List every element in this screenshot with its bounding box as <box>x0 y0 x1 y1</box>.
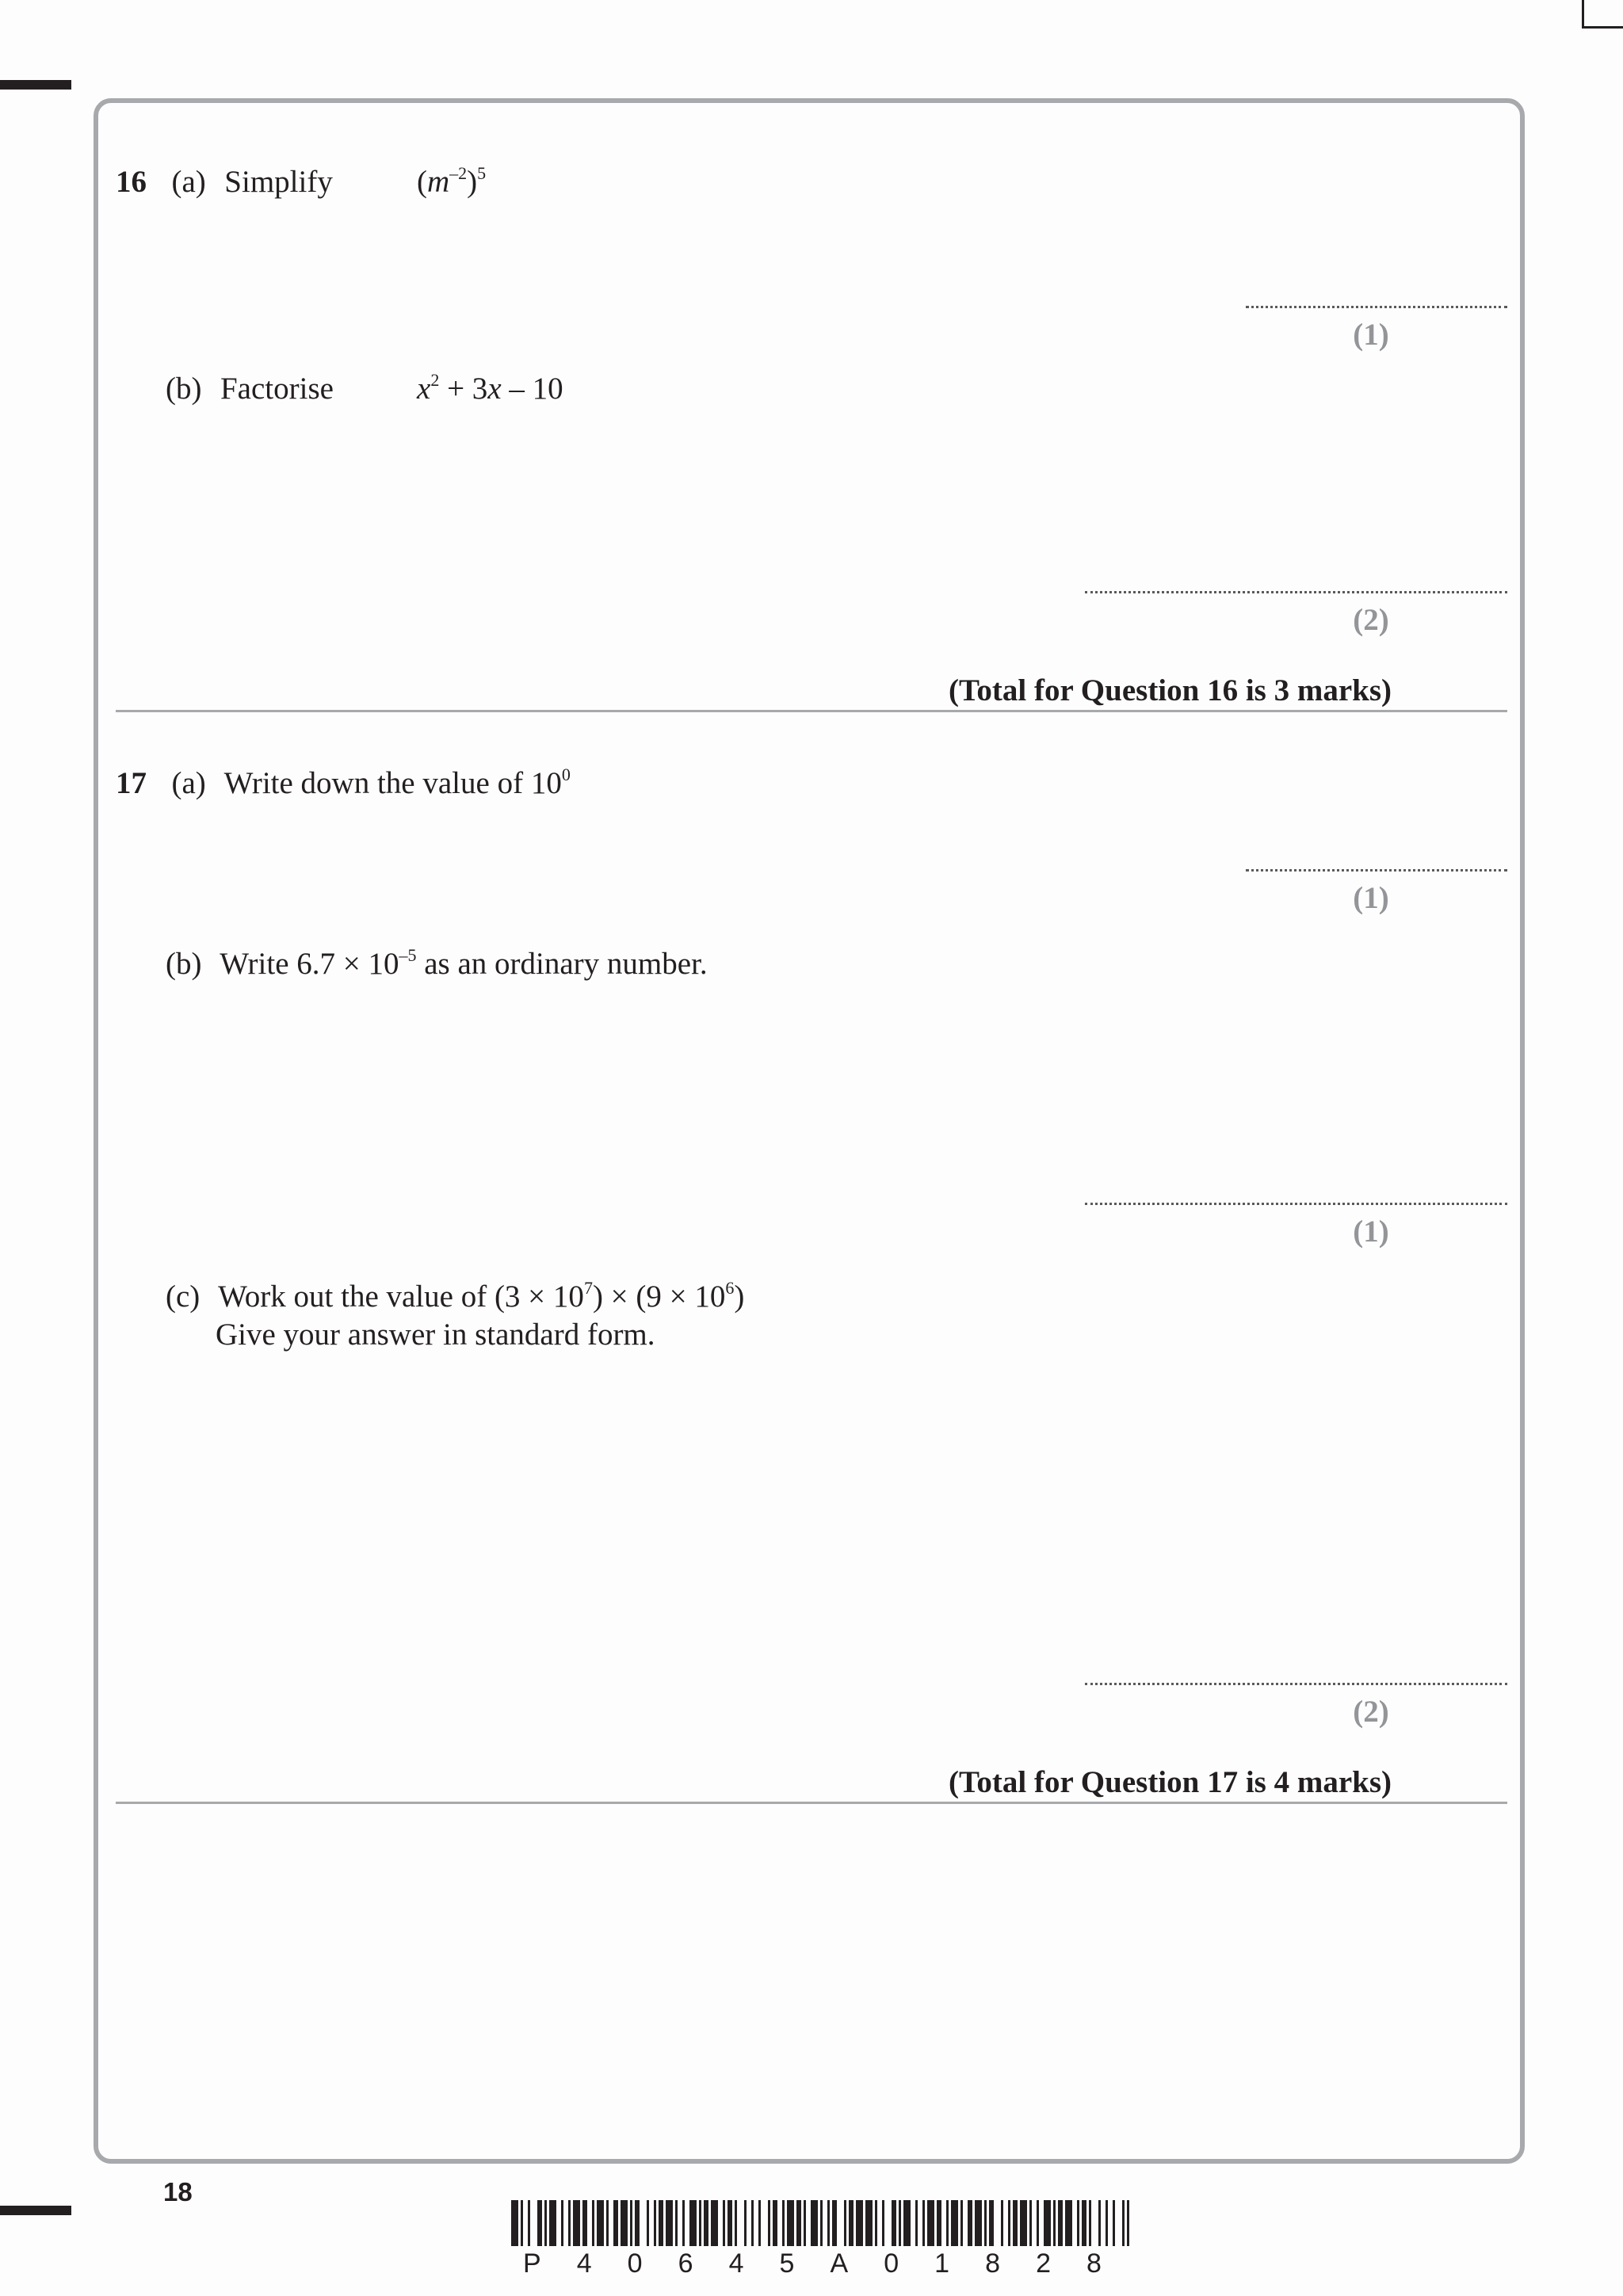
question-17-part-c <box>166 1279 744 1315</box>
instruction: as an ordinary number. <box>416 947 708 981</box>
barcode-bar <box>820 2200 823 2246</box>
barcode-bar <box>1053 2200 1056 2246</box>
barcode-bar <box>1098 2200 1101 2246</box>
barcode-bar <box>844 2200 846 2246</box>
question-number: 17 <box>116 766 147 800</box>
barcode-bar <box>903 2200 911 2246</box>
margin-bar-bottom <box>0 2206 71 2215</box>
instruction: Factorise <box>220 372 334 406</box>
margin-bar-top <box>0 80 71 90</box>
barcode-digit: 0 <box>627 2248 643 2279</box>
answer-line-17c[interactable] <box>1085 1683 1507 1685</box>
barcode-bar <box>682 2200 685 2246</box>
barcode-bar <box>875 2200 877 2246</box>
expr-exponent: 6 <box>725 1278 735 1298</box>
barcode-bar <box>787 2200 794 2246</box>
barcode-bar <box>937 2200 941 2246</box>
barcode-bar <box>647 2200 649 2246</box>
barcode-bar <box>1089 2200 1091 2246</box>
barcode-bar <box>699 2200 701 2246</box>
expr-exponent: 0 <box>561 765 571 784</box>
answer-line-17b[interactable] <box>1085 1203 1507 1205</box>
expr-exponent: –2 <box>449 163 468 183</box>
barcode-bar <box>968 2200 972 2246</box>
barcode-digit: 5 <box>779 2248 795 2279</box>
barcode-bar <box>892 2200 896 2246</box>
barcode-bar <box>561 2200 563 2246</box>
barcode-bar <box>727 2200 732 2246</box>
barcode-bar <box>1058 2200 1063 2246</box>
barcode-bar <box>521 2200 523 2246</box>
barcode-digits <box>523 2248 1102 2279</box>
part-label: (b) <box>166 372 202 406</box>
barcode-bar <box>573 2200 580 2246</box>
barcode-digit: 4 <box>728 2248 744 2279</box>
total-marks-17: (Total for Question 17 is 4 marks) <box>948 1765 1392 1799</box>
question-number: 16 <box>116 165 147 199</box>
barcode-bar <box>882 2200 884 2246</box>
expr-exponent: –5 <box>399 945 417 965</box>
expr-term: + 3 <box>439 372 488 406</box>
barcode-bar <box>635 2200 640 2246</box>
expression-16a <box>417 164 486 200</box>
barcode-bar <box>960 2200 963 2246</box>
barcode-bar <box>630 2200 632 2246</box>
barcode-digit: P <box>523 2248 541 2279</box>
barcode-bar <box>927 2200 934 2246</box>
expression-16b <box>417 371 563 407</box>
question-divider <box>116 1802 1507 1804</box>
instruction: Work out the value of (3 × 10 <box>218 1280 584 1314</box>
crop-mark <box>1582 26 1623 29</box>
barcode-digit: 4 <box>576 2248 592 2279</box>
barcode-bar <box>1065 2200 1072 2246</box>
barcode-bar <box>915 2200 918 2246</box>
instruction: Write down the value of 10 <box>223 766 562 800</box>
answer-line-17a[interactable] <box>1246 869 1507 871</box>
barcode-image <box>511 2200 1129 2246</box>
barcode-digit: 1 <box>934 2248 950 2279</box>
barcode-bar <box>1077 2200 1079 2246</box>
barcode-bar <box>689 2200 697 2246</box>
question-17-part-a <box>116 765 571 802</box>
barcode-bar <box>758 2200 761 2246</box>
barcode-bar <box>537 2200 542 2246</box>
answer-line-16a[interactable] <box>1246 306 1507 308</box>
part-label: (b) <box>166 947 202 981</box>
barcode-bar <box>804 2200 806 2246</box>
marks-17b: (1) <box>1353 1215 1389 1249</box>
barcode-bar <box>849 2200 854 2246</box>
instruction: Write 6.7 × 10 <box>220 947 399 981</box>
barcode-digit: 0 <box>884 2248 899 2279</box>
barcode-bar <box>1113 2200 1115 2246</box>
barcode-bar <box>675 2200 678 2246</box>
expr-paren: ( <box>417 165 427 199</box>
barcode-digit: 8 <box>1086 2248 1102 2279</box>
barcode-bar <box>922 2200 925 2246</box>
total-marks-16: (Total for Question 16 is 3 marks) <box>948 673 1392 707</box>
part-label: (a) <box>171 165 206 199</box>
barcode-bar <box>768 2200 770 2246</box>
barcode-bar <box>856 2200 863 2246</box>
barcode-bar <box>1127 2200 1129 2246</box>
expr-variable: m <box>427 165 450 199</box>
page-number: 18 <box>163 2177 193 2206</box>
barcode-bar <box>1020 2200 1027 2246</box>
marks-16a: (1) <box>1353 318 1389 352</box>
barcode-bar <box>549 2200 556 2246</box>
barcode-bar <box>666 2200 673 2246</box>
instruction: ) × (9 × 10 <box>592 1280 726 1314</box>
barcode-bar <box>659 2200 663 2246</box>
part-label: (a) <box>171 766 206 800</box>
expr-exponent: 7 <box>583 1278 593 1298</box>
barcode-bar <box>827 2200 830 2246</box>
expr-variable: x <box>487 372 502 406</box>
barcode-bar <box>711 2200 718 2246</box>
barcode-bar <box>735 2200 737 2246</box>
barcode-bar <box>951 2200 958 2246</box>
part-label: (c) <box>166 1280 200 1314</box>
barcode-bar <box>1001 2200 1003 2246</box>
barcode-bar <box>832 2200 837 2246</box>
barcode-digit: 6 <box>678 2248 693 2279</box>
answer-line-16b[interactable] <box>1085 591 1507 593</box>
marks-17c: (2) <box>1353 1695 1389 1729</box>
marks-17a: (1) <box>1353 881 1389 915</box>
expr-exponent: 5 <box>477 163 487 183</box>
barcode-bar <box>528 2200 530 2246</box>
marks-16b: (2) <box>1353 603 1389 637</box>
barcode-bar <box>592 2200 594 2246</box>
barcode-bar <box>899 2200 901 2246</box>
barcode-digit: 2 <box>1036 2248 1051 2279</box>
barcode-bar <box>582 2200 587 2246</box>
barcode-bar <box>511 2200 518 2246</box>
barcode-bar <box>865 2200 873 2246</box>
barcode-bar <box>621 2200 628 2246</box>
barcode-bar <box>751 2200 754 2246</box>
barcode-bar <box>946 2200 949 2246</box>
barcode-bar <box>1008 2200 1010 2246</box>
instruction: ) <box>734 1280 745 1314</box>
barcode-bar <box>975 2200 982 2246</box>
barcode-bar <box>1029 2200 1032 2246</box>
barcode-bar <box>811 2200 818 2246</box>
barcode-bar <box>704 2200 708 2246</box>
barcode-bar <box>782 2200 785 2246</box>
expr-variable: x <box>417 372 431 406</box>
instruction-line-2: Give your answer in standard form. <box>216 1318 655 1352</box>
barcode-bar <box>1122 2200 1125 2246</box>
instruction: Simplify <box>224 165 333 199</box>
barcode-bar <box>1037 2200 1039 2246</box>
question-divider <box>116 710 1507 712</box>
barcode-bar <box>568 2200 571 2246</box>
expr-exponent: 2 <box>430 370 440 390</box>
barcode-bar <box>654 2200 656 2246</box>
barcode-bar <box>744 2200 747 2246</box>
barcode-digit: 8 <box>985 2248 1001 2279</box>
expr-term: – 10 <box>501 372 563 406</box>
question-16-part-b <box>166 371 334 407</box>
barcode-bar <box>773 2200 777 2246</box>
question-17-part-b <box>166 946 708 982</box>
barcode-bar <box>597 2200 604 2246</box>
barcode-bar <box>723 2200 725 2246</box>
barcode-bar <box>989 2200 994 2246</box>
barcode-bar <box>613 2200 618 2246</box>
barcode-bar <box>1082 2200 1086 2246</box>
barcode-bar <box>796 2200 801 2246</box>
barcode-bar <box>1013 2200 1018 2246</box>
barcode-bar <box>1044 2200 1051 2246</box>
barcode-bar <box>544 2200 547 2246</box>
expr-paren: ) <box>467 165 478 199</box>
crop-mark <box>1582 0 1584 29</box>
barcode-bar <box>1106 2200 1108 2246</box>
barcode-digit: A <box>830 2248 849 2279</box>
barcode-bar <box>606 2200 609 2246</box>
answer-frame <box>94 98 1525 2164</box>
question-16-part-a <box>116 164 333 200</box>
barcode-bar <box>984 2200 987 2246</box>
